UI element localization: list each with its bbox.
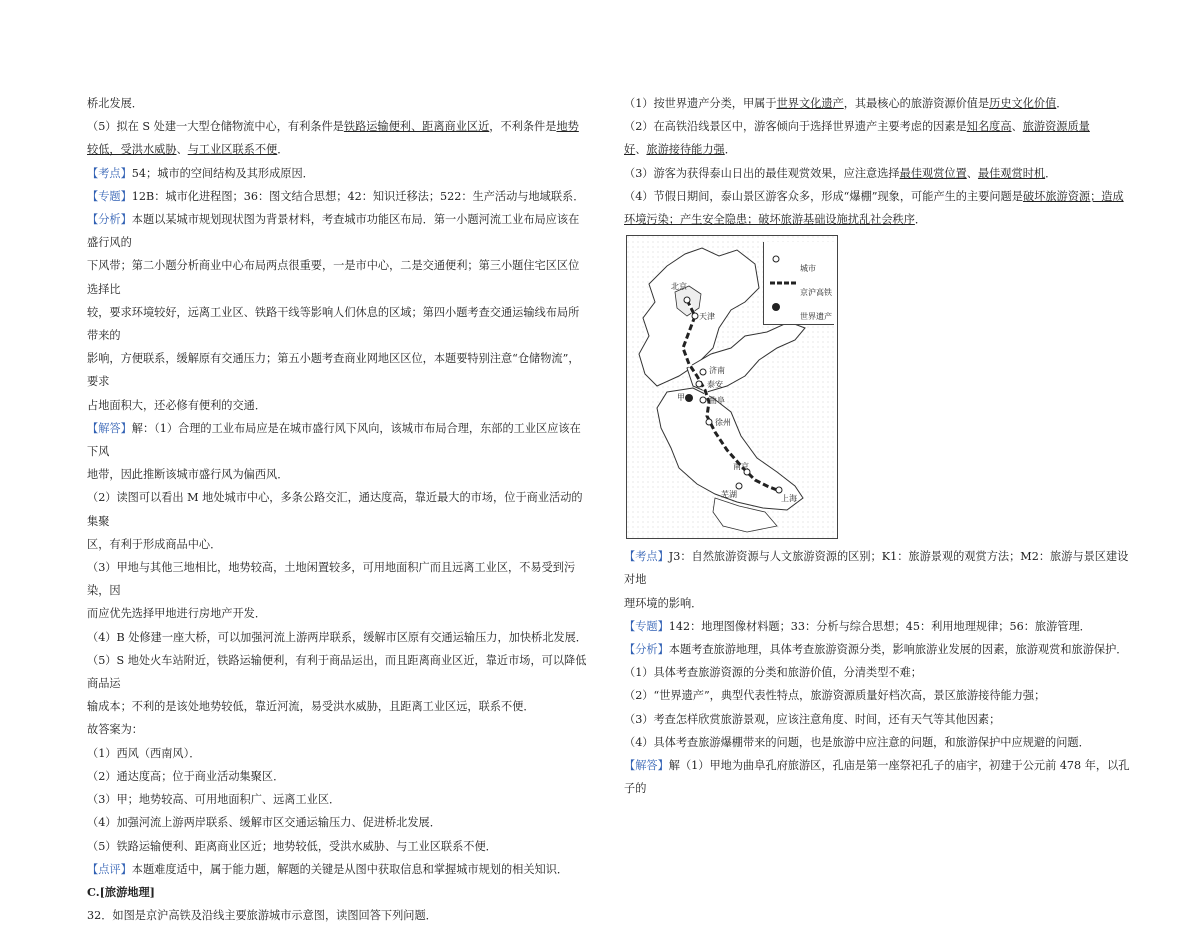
left-column bbox=[87, 92, 587, 927]
map-legend bbox=[763, 242, 834, 325]
city-label-wuhu: 芜湖 bbox=[721, 490, 737, 500]
text-line: 区，有利于形成商品中心． bbox=[87, 537, 222, 551]
dianping-tag: 【点评】 bbox=[87, 862, 132, 876]
text-line: （4）节假日期间，泰山景区游客众多，形成“爆棚”现象，可能产生的主要问题是破坏旅游资源；造成 bbox=[624, 189, 1124, 203]
railway-symbol-icon bbox=[770, 278, 796, 288]
city-label-xuzhou: 徐州 bbox=[715, 418, 731, 428]
text-line: 故答案为： bbox=[87, 723, 143, 737]
text-line: 输成本；不利的是该处地势较低，靠近河流，易受洪水威胁，且距离工业区远，联系不便． bbox=[87, 700, 535, 714]
jieda-line: 【解答】解（1）甲地为曲阜孔府旅游区，孔庙是第一座祭祀孔子的庙宇，初建于公元前 478 年，以孔子的 bbox=[624, 759, 1130, 796]
fenxi-tag: 【分析】 bbox=[87, 213, 132, 227]
answer-blank: 旅游接待能力强 bbox=[646, 143, 725, 157]
text-line: （2）读图可以看出 M 地处城市中心，多条公路交汇，通达度高，靠近最大的市场，位于商业活动的集聚 bbox=[87, 491, 583, 528]
legend-rail-row: 京沪高铁 bbox=[770, 278, 796, 288]
text-line: （2）通达度高；位于商业活动集聚区． bbox=[87, 769, 285, 783]
answer-blank: 破坏旅游资源；造成 bbox=[1022, 189, 1124, 203]
text-line: （5）铁路运输便利、距离商业区近；地势较低，受洪水威胁、与工业区联系不便． bbox=[87, 839, 497, 853]
text-line: （3）甲地与其他三地相比，地势较高，土地闲置较多，可用地面积广而且远离工业区，不易受到污染，因 bbox=[87, 561, 576, 598]
text-line: （3）甲；地势较高、可用地面积广、远离工业区． bbox=[87, 793, 341, 807]
city-label-jinan: 济南 bbox=[709, 366, 725, 376]
city-marker-qufu bbox=[700, 397, 706, 403]
zhuanti-line: 【专题】12B：城市化进程图；36：图文结合思想；42：知识迁移法；522：生产活动与地域联系． bbox=[87, 189, 585, 203]
answer-blank: 与工业区联系不便 bbox=[187, 143, 278, 157]
text-line: （1）按世界遗产分类，甲属于世界文化遗产，其最核心的旅游资源价值是历史文化价值． bbox=[624, 97, 1068, 110]
city-label-qufu: 曲阜 bbox=[709, 396, 725, 406]
question-line: 32．如图是京沪高铁及沿线主要旅游城市示意图，读图回答下列问题． bbox=[87, 909, 437, 923]
text-line: 环境污染；产生安全隐患；破坏旅游基础设施扰乱社会秩序． bbox=[624, 213, 927, 227]
text-line: 理环境的影响． bbox=[624, 596, 703, 610]
text-line: （4）具体考查旅游爆棚带来的问题，也是旅游中应注意的问题，和旅游保护中应规避的问题． bbox=[624, 735, 1090, 749]
city-label-beijing: 北京 bbox=[671, 282, 687, 292]
text-line: 占地面积大，还必修有便利的交通． bbox=[87, 398, 267, 412]
kaodian-tag: 【考点】 bbox=[87, 166, 132, 180]
text-line: （2）在高铁沿线景区中，游客倾向于选择世界遗产主要考虑的因素是知名度高、旅游资源质量 bbox=[624, 120, 1090, 134]
text-line: （4）加强河流上游两岸联系、缓解市区交通运输压力、促进桥北发展． bbox=[87, 816, 441, 830]
city-label-tianjin: 天津 bbox=[699, 312, 715, 322]
text-line: （3）考查怎样欣赏旅游景观，应该注意角度、时间，还有天气等其他因素； bbox=[624, 712, 1001, 726]
zhuanti-line: 【专题】142：地理图像材料题；33：分析与综合思想；45：利用地理规律；56：旅游管理． bbox=[624, 619, 1091, 633]
text-line: （1）具体考查旅游资源的分类和旅游价值，分清类型不难； bbox=[624, 666, 922, 680]
jieda-tag: 【解答】 bbox=[87, 421, 132, 435]
city-marker-wuhu bbox=[736, 483, 742, 489]
city-symbol-icon bbox=[770, 254, 782, 264]
legend-heritage-row: 世界遗产 bbox=[770, 302, 782, 312]
heritage-marker-jia bbox=[685, 394, 693, 402]
text-line: 影响，方便联系，缓解原有交通压力；第五小题考查商业网地区区位，本题要特别注意“仓储物流”，要求 bbox=[87, 352, 580, 389]
text-line: （3）游客为获得泰山日出的最佳观赏效果，应注意选择最佳观赏位置、最佳观赏时机． bbox=[624, 166, 1057, 180]
fenxi-line: 【分析】本题考查旅游地理，具体考查旅游资源分类，影响旅游业发展的因素，旅游观赏和旅游保护． bbox=[624, 643, 1128, 657]
answer-blank: 铁路运输便利、距离商业区近 bbox=[343, 120, 490, 134]
answer-blank: 好 bbox=[624, 143, 636, 157]
city-marker-shanghai bbox=[776, 487, 782, 493]
answer-blank: 世界文化遗产 bbox=[776, 97, 844, 110]
fenxi-line: 【分析】本题以某城市规划现状图为背景材料，考查城市功能区布局．第一小题河流工业布局应该在盛行风的 bbox=[87, 213, 580, 250]
text-line: （1）西风（西南风）． bbox=[87, 746, 201, 760]
text-line: （5）拟在 S 处建一大型仓储物流中心，有利条件是铁路运输便利、距离商业区近，不利条件是地势 bbox=[87, 120, 579, 134]
legend-city-row: 城市 bbox=[770, 254, 782, 264]
city-marker-xuzhou bbox=[706, 419, 712, 425]
kaodian-tag: 【考点】 bbox=[624, 550, 669, 564]
jieda-line: 【解答】解：（1）合理的工业布局应是在城市盛行风下风向，该城市布局合理，东部的工业区应该在下风 bbox=[87, 421, 581, 459]
right-column bbox=[624, 92, 1130, 800]
answer-blank: 最佳观赏时机 bbox=[977, 166, 1046, 180]
answer-blank: 较低，受洪水威胁 bbox=[87, 143, 177, 157]
text-line: 好、旅游接待能力强． bbox=[624, 143, 736, 157]
section-heading: C.[旅游地理] bbox=[87, 884, 155, 899]
answer-blank: 知名度高 bbox=[966, 120, 1012, 134]
zhuanti-tag: 【专题】 bbox=[624, 619, 669, 633]
city-marker-beijing bbox=[684, 297, 690, 303]
text-line: （2）“世界遗产”，典型代表性特点，旅游资源质量好档次高，景区旅游接待能力强； bbox=[624, 689, 1046, 703]
fenxi-tag: 【分析】 bbox=[624, 643, 669, 657]
text-line: 而应优先选择甲地进行房地产开发． bbox=[87, 607, 267, 621]
city-marker-tianjin bbox=[692, 313, 698, 319]
jieda-tag: 【解答】 bbox=[624, 759, 669, 773]
heritage-symbol-icon bbox=[770, 302, 782, 312]
text-line: 桥北发展． bbox=[87, 97, 143, 110]
city-marker-jinan bbox=[700, 369, 706, 375]
city-label-taian: 泰安 bbox=[707, 380, 723, 390]
railway-map-figure bbox=[626, 235, 838, 539]
city-label-nanjing: 南京 bbox=[733, 462, 749, 472]
text-line: 较，要求环境较好，远离工业区、铁路干线等影响人们休息的区域；第四小题考查交通运输线布局所带来的 bbox=[87, 305, 580, 343]
kaodian-line: 【考点】54；城市的空间结构及其形成原因． bbox=[87, 166, 314, 180]
answer-blank: 地势 bbox=[556, 120, 579, 134]
answer-blank: 旅游资源质量 bbox=[1022, 120, 1090, 134]
answer-blank: 最佳观赏位置 bbox=[899, 166, 967, 180]
city-marker-taian bbox=[696, 381, 702, 387]
text-line: 地带，因此推断该城市盛行风为偏西风． bbox=[87, 468, 289, 482]
kaodian-line: 【考点】J3：自然旅游资源与人文旅游资源的区别；K1：旅游景观的观赏方法；M2：旅游与景区建设对地 bbox=[624, 550, 1129, 587]
text-line: （5）S 地处火车站附近，铁路运输便利，有利于商品运出，而且距离商业区近，靠近市场，可以降低商品运 bbox=[87, 653, 587, 691]
text-line: 下风带；第二小题分析商业中心布局两点很重要，一是市中心，二是交通便利；第三小题住宅区区位选择比 bbox=[87, 259, 580, 296]
text-line: 较低，受洪水威胁、与工业区联系不便． bbox=[87, 143, 289, 157]
city-label-jia: 甲 bbox=[677, 393, 685, 403]
answer-blank: 环境污染；产生安全隐患；破坏旅游基础设施扰乱社会秩序 bbox=[624, 213, 915, 227]
answer-blank: 历史文化价值 bbox=[989, 97, 1057, 110]
dianping-line: 【点评】本题难度适中，属于能力题，解题的关键是从图中获取信息和掌握城市规划的相关知识． bbox=[87, 862, 569, 876]
zhuanti-tag: 【专题】 bbox=[87, 189, 132, 203]
text-line: （4）B 处修建一座大桥，可以加强河流上游两岸联系，缓解市区原有交通运输压力，加快桥北发展． bbox=[87, 630, 587, 644]
city-label-shanghai: 上海 bbox=[781, 494, 797, 504]
